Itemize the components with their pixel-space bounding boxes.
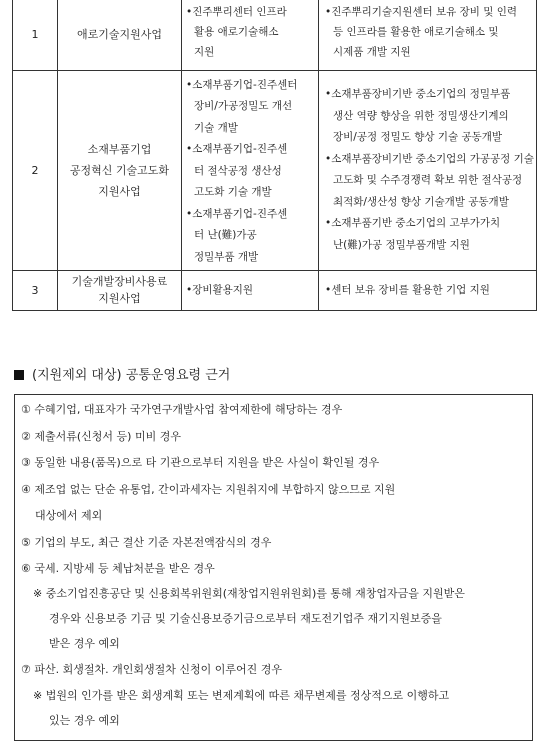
program-name-line: 공정혁신 기술고도화: [69, 163, 170, 177]
support-content-line: 정밀부품 개발: [194, 250, 259, 263]
description-line: •소재부품기반 중소기업의 고부가가치: [325, 217, 501, 229]
program-name-line: 소재부품기업: [87, 142, 152, 156]
description-line: •진주뿌리기술지원센터 보유 장비 및 인력: [325, 6, 517, 18]
description-line: 등 인프라를 활용한 애로기술해소 및: [333, 26, 499, 38]
criterion-item: ① 수혜기업, 대표자가 국가연구개발사업 참여제한에 해당하는 경우: [21, 403, 343, 416]
support-content-line: •장비활용지원: [186, 284, 254, 296]
program-name-line: 지원사업: [98, 292, 141, 305]
section-title: (지원제외 대상) 공통운영요령 근거: [32, 368, 231, 383]
support-content-line: 터 난(難)가공: [194, 229, 257, 241]
support-content-cell: [182, 0, 319, 70]
support-content-line: 고도화 기술 개발: [194, 186, 272, 198]
section-heading: [14, 364, 230, 383]
table-row: [13, 70, 537, 270]
description-cell: [319, 270, 537, 310]
exclusion-criteria-box: [14, 394, 533, 741]
description-line: •소재부품장비기반 중소기업의 가공공정 기술: [325, 152, 534, 165]
description-cell: [319, 70, 537, 270]
criterion-item: ⑦ 파산. 회생절차. 개인회생절차 신청이 이루어진 경우: [21, 663, 282, 676]
program-name-cell: [58, 70, 182, 270]
support-content-line: •소재부품기업-진주센터: [186, 78, 298, 91]
support-content-line: 기술 개발: [194, 121, 238, 134]
description-cell: [319, 0, 537, 70]
support-program-table: [12, 0, 537, 311]
program-name-cell: [58, 0, 182, 70]
exception-note: ※ 법원의 인가를 받은 회생계획 또는 변제계획에 따른 채무변제를 정상적으로 이행하고: [33, 689, 450, 702]
row-number: 3: [13, 270, 58, 310]
square-bullet-icon: [14, 370, 24, 380]
criterion-item: ⑤ 기업의 부도, 최근 결산 기준 자본전액잠식의 경우: [21, 536, 272, 549]
support-content-cell: [182, 70, 319, 270]
description-line: 최적화/생산성 향상 기술개발 공동개발: [333, 195, 509, 208]
exception-note-continuation: 있는 경우 예외: [49, 714, 120, 727]
support-content-line: 장비/가공정밀도 개선: [194, 100, 293, 112]
description-line: 시제품 개발 지원: [333, 46, 411, 58]
criterion-item-continuation: 대상에서 제외: [35, 509, 103, 522]
program-name-cell: [58, 270, 182, 310]
support-content-line: •소재부품기업-진주센: [186, 207, 288, 220]
criterion-item: ④ 제조업 없는 단순 유통업, 간이과세자는 지원취지에 부합하지 않으므로 지원: [21, 483, 396, 496]
support-content-line: 활용 애로기술해소: [194, 26, 279, 38]
criterion-item: ⑥ 국세. 지방세 등 체납처분을 받은 경우: [21, 562, 215, 575]
support-content-line: 지원: [194, 46, 215, 58]
criterion-item: ② 제출서류(신청서 등) 미비 경우: [21, 430, 181, 443]
support-content-cell: [182, 270, 319, 310]
description-line: 장비/공정 정밀도 향상 기술 공동개발: [333, 131, 503, 143]
row-number: 2: [13, 70, 58, 270]
program-name-line: 지원사업: [98, 184, 141, 198]
criterion-item: ③ 동일한 내용(품목)으로 타 기관으로부터 지원을 받은 사실이 확인될 경우: [21, 456, 380, 469]
support-content-line: •진주뿌리센터 인프라: [186, 6, 287, 18]
description-line: 난(難)가공 정밀부품개발 지원: [333, 238, 470, 251]
description-line: 고도화 및 수주경쟁력 확보 위한 절삭공정: [333, 174, 523, 186]
support-content-line: •소재부품기업-진주센: [186, 143, 288, 155]
row-number: 1: [13, 0, 58, 70]
exception-note-continuation: 경우와 신용보증 기금 및 기술신용보증기금으로부터 재도전기업주 재기지원보증을: [49, 612, 442, 625]
exception-note-continuation: 받은 경우 예외: [49, 637, 120, 650]
description-line: 생산 역량 향상을 위한 정밀생산기계의: [333, 109, 509, 122]
program-name-line: 애로기술지원사업: [76, 28, 162, 42]
table-row: [13, 0, 537, 70]
description-line: •소재부품장비기반 중소기업의 정밀부품: [325, 88, 511, 100]
program-name-line: 기술개발장비사용료: [71, 275, 168, 288]
description-line: •센터 보유 장비를 활용한 기업 지원: [325, 284, 490, 296]
table-row: [13, 270, 537, 310]
exception-note: ※ 중소기업진흥공단 및 신용회복위원회(재창업지원위원회)를 통해 재창업자금을 지원받은: [33, 587, 465, 600]
support-content-line: 터 절삭공정 생산성: [194, 164, 282, 177]
